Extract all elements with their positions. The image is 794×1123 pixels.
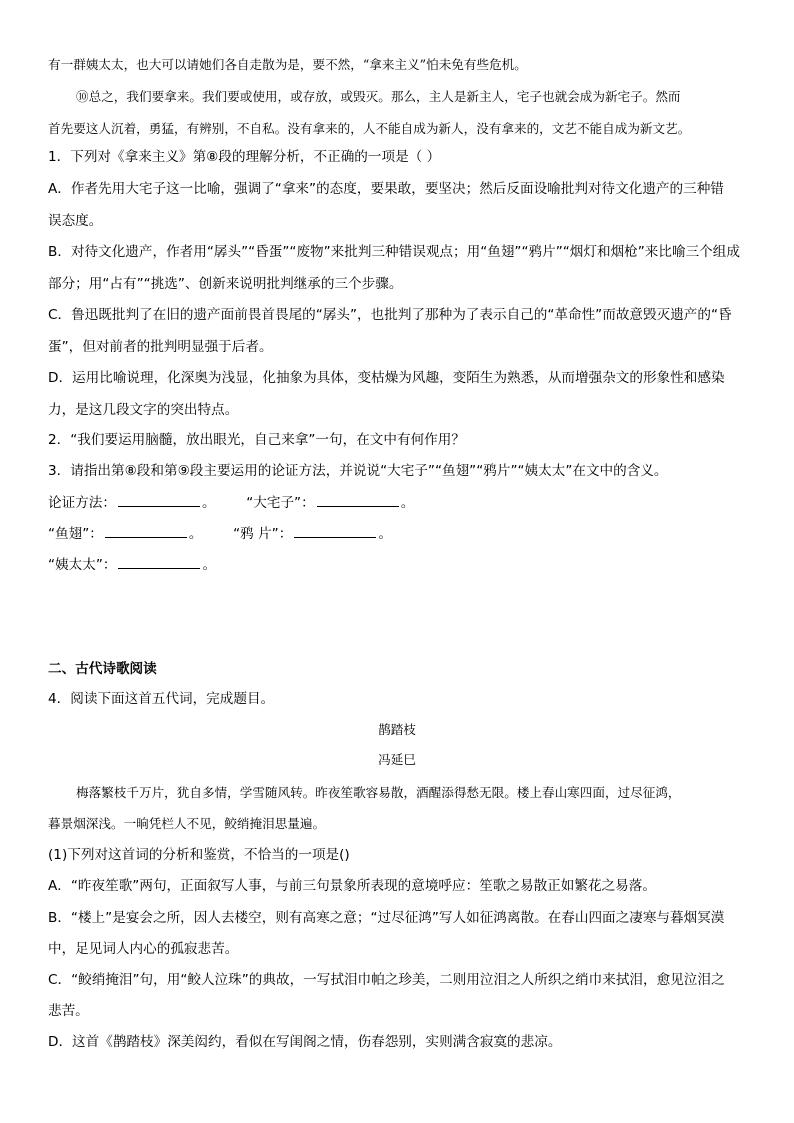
option-d: D．运用比喻说理，化深奥为浅显，化抽象为具体，变枯燥为风趣，变陌生为熟悉，从而增强杂文的形象性和感染 <box>48 370 725 386</box>
poem-title: 鹊踏枝 <box>378 722 416 737</box>
answer-blank[interactable] <box>105 525 187 538</box>
question-4-stem: 4．阅读下面这首五代词，完成题目。 <box>48 691 275 707</box>
poem-author: 冯延巳 <box>378 752 416 767</box>
sub-question-1: (1)下列对这首词的分析和鉴赏，不恰当的一项是() <box>48 847 350 863</box>
option-b: B．对待文化遗产，作者用“孱头”“昏蛋”“废物”来批判三种错误观点；用“鱼翅”“鸦片”“烟灯和烟枪”来比喻三个组成 <box>48 244 740 260</box>
section-title: 二、古代诗歌阅读 <box>48 661 157 677</box>
field-sep: 。 <box>400 495 415 511</box>
option-a: A．“昨夜笙歌”两句，正面叙写人事，与前三句景象所表现的意境呼应：笙歌之易散正如繁花之易落。 <box>48 878 656 894</box>
answer-blank[interactable] <box>118 556 200 569</box>
option-d: D．这首《鹊踏枝》深美闳约，看似在写闺阁之情，伤春怨别，实则满含寂寞的悲凉。 <box>48 1034 562 1050</box>
passage-line: ⑩总之，我们要拿来。我们要或使用，或存放，或毁灭。那么，主人是新主人，宅子也就会成为新宅子。然而 <box>76 89 681 104</box>
question-2-stem: 2．“我们要运用脑髓，放出眼光，自己来拿”一句，在文中有何作用？ <box>48 432 465 448</box>
field-label: “大宅子”： <box>246 495 315 511</box>
passage-line: 有一群姨太太，也大可以请她们各自走散为是，要不然，“拿来主义”怕未免有些危机。 <box>48 57 527 72</box>
option-b-cont: 中，足见词人内心的孤寂悲苦。 <box>48 941 239 957</box>
field-sep: 。 <box>202 557 217 573</box>
field-label: “鱼翅”： <box>48 526 103 542</box>
answer-row-1 <box>48 494 754 512</box>
answer-row-3 <box>48 556 754 574</box>
option-c-cont: 蛋”，但对前者的批判明显强于后者。 <box>48 339 273 355</box>
passage-line: 首先要这人沉着，勇猛，有辨别，不自私。没有拿来的，人不能自成为新人，没有拿来的，文艺不能自成为新文艺。 <box>48 121 691 136</box>
option-a: A．作者先用大宅子这一比喻，强调了“拿来”的态度，要果敢，要坚决；然后反面设喻批判对待文化遗产的三种错 <box>48 181 724 197</box>
option-d-cont: 力，是这几段文字的突出特点。 <box>48 402 239 418</box>
field-sep: 。 <box>188 526 203 542</box>
field-label: 论证方法： <box>48 495 116 511</box>
option-c: C．“鲛绡掩泪”句，用“鲛人泣珠”的典故，一写拭泪巾帕之珍美，二则用泣泪之人所织之绡巾来拭泪，愈见泣泪之 <box>48 972 725 988</box>
poem-line: 梅落繁枝千万片，犹自多情，学雪随风转。昨夜笙歌容易散，酒醒添得愁无限。楼上春山寒四面，过尽征鸿， <box>76 785 681 800</box>
question-3-stem: 3．请指出第⑧段和第⑨段主要运用的论证方法，并说说“大宅子”“鱼翅”“鸦片”“姨太太”在文中的含义。 <box>48 463 668 479</box>
poem-line: 暮景烟深浅。一晌凭栏人不见，鲛绡掩泪思量遍。 <box>48 816 326 831</box>
field-label: “姨太太”： <box>48 557 117 573</box>
option-c-cont: 悲苦。 <box>48 1003 89 1019</box>
field-label: “鸦 片”： <box>233 526 293 542</box>
option-c: C．鲁迅既批判了在旧的遗产面前畏首畏尾的“孱头”，也批判了那种为了表示自己的“革命性”而故意毁灭遗产的“昏 <box>48 307 732 323</box>
field-sep: 。 <box>378 526 392 542</box>
answer-blank[interactable] <box>317 494 399 507</box>
option-a-cont: 误态度。 <box>48 213 103 229</box>
field-sep: 。 <box>201 495 216 511</box>
question-1-stem: 1．下列对《拿来主义》第⑧段的理解分析，不正确的一项是（ ） <box>48 149 441 165</box>
answer-blank[interactable] <box>294 525 376 538</box>
option-b: B．“楼上”是宴会之所，因人去楼空，则有高寒之意；“过尽征鸿”写人如征鸿离散。在春山四面之凄寒与暮烟冥漠 <box>48 910 725 926</box>
option-b-cont: 部分；用“占有”“挑选”、创新来说明批判继承的三个步骤。 <box>48 276 403 292</box>
answer-row-2 <box>48 525 754 543</box>
answer-blank[interactable] <box>118 494 200 507</box>
